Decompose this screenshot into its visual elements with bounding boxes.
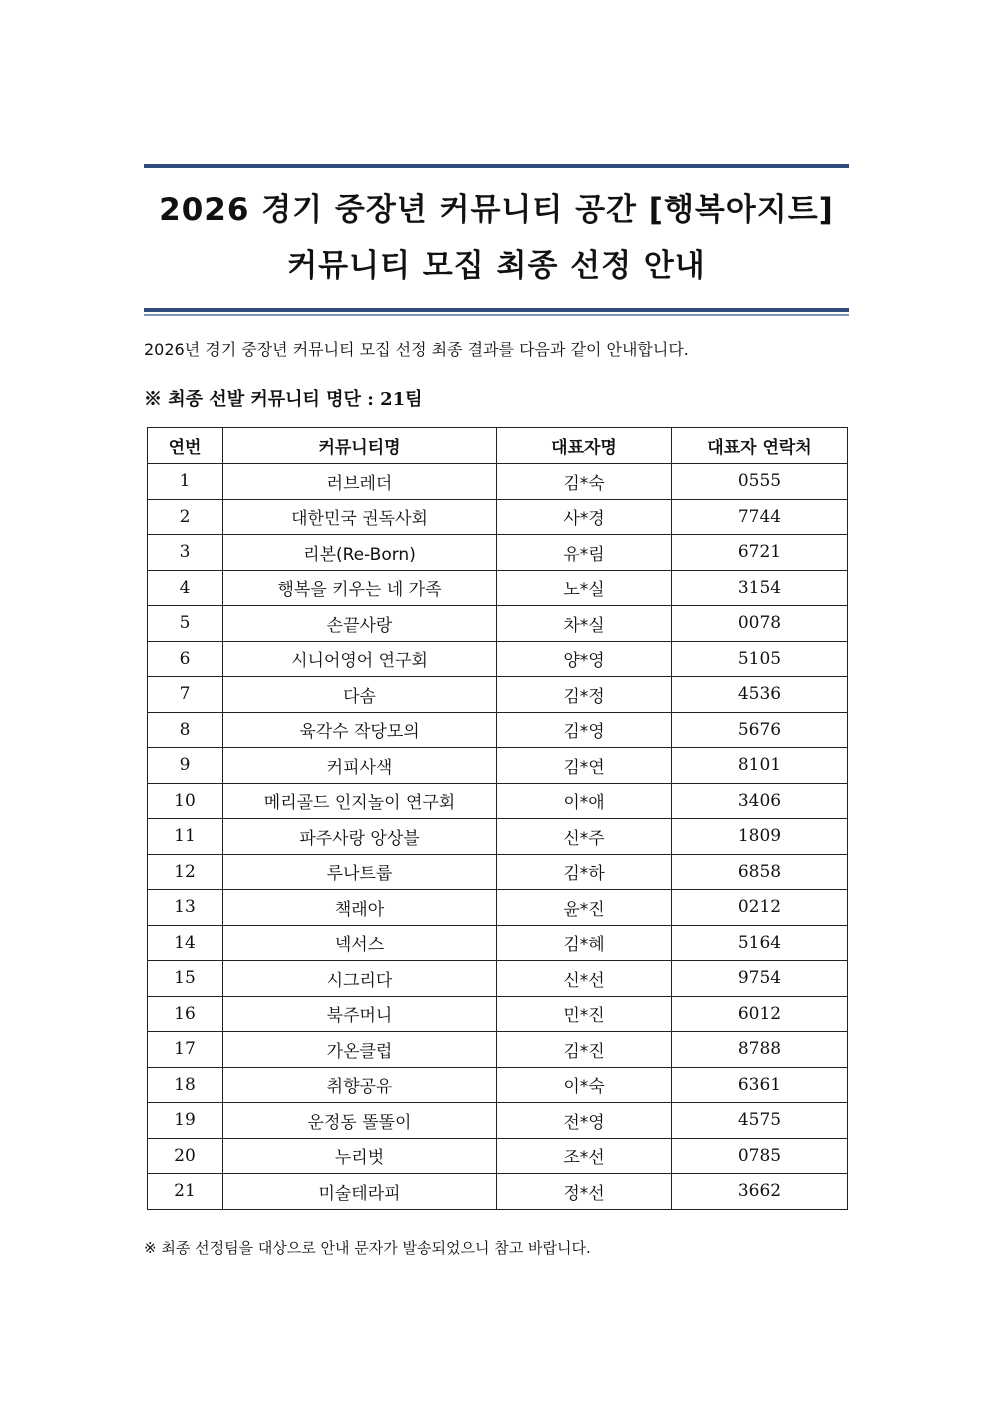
row-number: 17 <box>148 1032 223 1068</box>
community-name: 커피사색 <box>223 748 497 784</box>
community-name: 미술테라피 <box>223 1174 497 1210</box>
contact-number: 6012 <box>672 996 848 1032</box>
row-number: 16 <box>148 996 223 1032</box>
table-row <box>148 570 848 606</box>
list-heading: ※ 최종 선발 커뮤니티 명단 : 21팀 <box>144 389 423 410</box>
header-representative: 대표자명 <box>497 428 672 464</box>
contact-number: 0078 <box>672 606 848 642</box>
contact-number: 6858 <box>672 854 848 890</box>
community-name: 리본(Re-Born) <box>223 535 497 571</box>
table-row <box>148 748 848 784</box>
title-line-1: 2026 경기 중장년 커뮤니티 공간 [행복아지트] <box>159 192 834 228</box>
title-rule-top <box>144 164 849 168</box>
table-row <box>148 677 848 713</box>
representative-name: 이*애 <box>497 783 672 819</box>
row-number: 7 <box>148 677 223 713</box>
contact-number: 3154 <box>672 570 848 606</box>
community-name: 러브레더 <box>223 464 497 500</box>
representative-name: 김*진 <box>497 1032 672 1068</box>
contact-number: 5105 <box>672 641 848 677</box>
row-number: 20 <box>148 1138 223 1174</box>
community-name: 책래아 <box>223 890 497 926</box>
community-name: 넥서스 <box>223 925 497 961</box>
table-row <box>148 783 848 819</box>
row-number: 2 <box>148 499 223 535</box>
contact-number: 4575 <box>672 1103 848 1139</box>
row-number: 8 <box>148 712 223 748</box>
representative-name: 김*정 <box>497 677 672 713</box>
community-name: 메리골드 인지놀이 연구회 <box>223 783 497 819</box>
contact-number: 8788 <box>672 1032 848 1068</box>
contact-number: 1809 <box>672 819 848 855</box>
table-header-row <box>148 428 848 464</box>
representative-name: 윤*진 <box>497 890 672 926</box>
contact-number: 0785 <box>672 1138 848 1174</box>
representative-name: 양*영 <box>497 641 672 677</box>
table-row <box>148 1067 848 1103</box>
representative-name: 김*숙 <box>497 464 672 500</box>
row-number: 5 <box>148 606 223 642</box>
community-name: 손끝사랑 <box>223 606 497 642</box>
community-name: 가온클럽 <box>223 1032 497 1068</box>
community-name: 취향공유 <box>223 1067 497 1103</box>
header-community-name: 커뮤니티명 <box>223 428 497 464</box>
representative-name: 김*영 <box>497 712 672 748</box>
title-rule-bottom <box>144 308 849 312</box>
footnote: ※ 최종 선정팀을 대상으로 안내 문자가 발송되었으니 참고 바랍니다. <box>144 1239 591 1257</box>
contact-number: 0555 <box>672 464 848 500</box>
community-name: 육각수 작당모의 <box>223 712 497 748</box>
header-contact: 대표자 연락처 <box>672 428 848 464</box>
community-name: 시그리다 <box>223 961 497 997</box>
representative-name: 차*실 <box>497 606 672 642</box>
table-row <box>148 854 848 890</box>
community-name: 운정동 똘똘이 <box>223 1103 497 1139</box>
community-name: 북주머니 <box>223 996 497 1032</box>
table-row <box>148 499 848 535</box>
table-row <box>148 641 848 677</box>
representative-name: 노*실 <box>497 570 672 606</box>
community-name: 대한민국 권독사회 <box>223 499 497 535</box>
contact-number: 5676 <box>672 712 848 748</box>
contact-number: 3662 <box>672 1174 848 1210</box>
table-row <box>148 961 848 997</box>
row-number: 15 <box>148 961 223 997</box>
contact-number: 7744 <box>672 499 848 535</box>
contact-number: 3406 <box>672 783 848 819</box>
community-name: 다솜 <box>223 677 497 713</box>
contact-number: 6361 <box>672 1067 848 1103</box>
row-number: 18 <box>148 1067 223 1103</box>
row-number: 13 <box>148 890 223 926</box>
community-name: 행복을 키우는 네 가족 <box>223 570 497 606</box>
contact-number: 6721 <box>672 535 848 571</box>
contact-number: 4536 <box>672 677 848 713</box>
table-row <box>148 1138 848 1174</box>
row-number: 14 <box>148 925 223 961</box>
table-row <box>148 535 848 571</box>
table-row <box>148 464 848 500</box>
contact-number: 8101 <box>672 748 848 784</box>
representative-name: 조*선 <box>497 1138 672 1174</box>
representative-name: 전*영 <box>497 1103 672 1139</box>
representative-name: 신*선 <box>497 961 672 997</box>
representative-name: 유*림 <box>497 535 672 571</box>
row-number: 11 <box>148 819 223 855</box>
row-number: 19 <box>148 1103 223 1139</box>
community-table <box>147 427 848 1210</box>
title-line-2: 커뮤니티 모집 최종 선정 안내 <box>287 248 706 284</box>
header-number: 연번 <box>148 428 223 464</box>
title-block <box>144 164 849 316</box>
representative-name: 김*하 <box>497 854 672 890</box>
community-name: 누리벗 <box>223 1138 497 1174</box>
row-number: 3 <box>148 535 223 571</box>
table-row <box>148 819 848 855</box>
representative-name: 김*혜 <box>497 925 672 961</box>
row-number: 21 <box>148 1174 223 1210</box>
representative-name: 김*연 <box>497 748 672 784</box>
representative-name: 민*진 <box>497 996 672 1032</box>
community-name: 시니어영어 연구회 <box>223 641 497 677</box>
community-name: 루나트룹 <box>223 854 497 890</box>
row-number: 10 <box>148 783 223 819</box>
table-row <box>148 1032 848 1068</box>
table-row <box>148 925 848 961</box>
table-row <box>148 712 848 748</box>
row-number: 12 <box>148 854 223 890</box>
row-number: 4 <box>148 570 223 606</box>
intro-text: 2026년 경기 중장년 커뮤니티 모집 선정 최종 결과를 다음과 같이 안내합니다. <box>144 340 689 359</box>
table-row <box>148 1103 848 1139</box>
representative-name: 사*경 <box>497 499 672 535</box>
title-rule-bottom-thin <box>144 314 849 316</box>
representative-name: 신*주 <box>497 819 672 855</box>
row-number: 6 <box>148 641 223 677</box>
table-row <box>148 606 848 642</box>
table-row <box>148 996 848 1032</box>
contact-number: 0212 <box>672 890 848 926</box>
contact-number: 9754 <box>672 961 848 997</box>
community-name: 파주사랑 앙상블 <box>223 819 497 855</box>
contact-number: 5164 <box>672 925 848 961</box>
table-row <box>148 1174 848 1210</box>
representative-name: 정*선 <box>497 1174 672 1210</box>
representative-name: 이*숙 <box>497 1067 672 1103</box>
table-row <box>148 890 848 926</box>
row-number: 1 <box>148 464 223 500</box>
row-number: 9 <box>148 748 223 784</box>
